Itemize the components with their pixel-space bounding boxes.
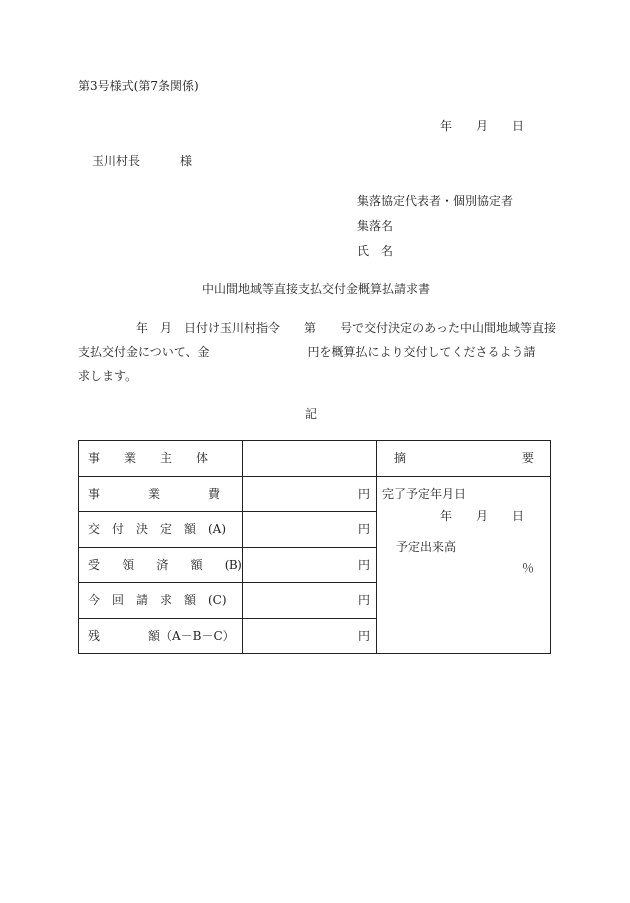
row-unit-current-claim: 円 (358, 593, 371, 607)
document-title: 中山間地域等直接支払交付金概算払請求書 (202, 282, 431, 296)
body-year: 年 (136, 321, 149, 335)
table-border-bottom (78, 653, 551, 654)
row-unit-project-cost: 円 (358, 487, 371, 501)
table-rule-3 (78, 582, 377, 583)
applicant-name-label: 氏 名 (357, 244, 394, 258)
form-number: 第3号様式(第7条関係) (78, 79, 199, 93)
header-business-entity: 事 業 主 体 (88, 451, 209, 465)
remarks-completion-label: 完了予定年月日 (382, 487, 467, 501)
row-label-balance: 残 額（A－B－C） (88, 629, 235, 643)
table-rule-4 (78, 618, 377, 619)
body-dai: 第 (304, 321, 317, 335)
addressee-honorific: 様 (180, 154, 193, 168)
row-label-grant-decision: 交 付 決 定 額 (A) (88, 522, 227, 536)
body-line-1 (136, 320, 556, 336)
remarks-month: 月 (476, 509, 489, 523)
body-line-2-head: 支払交付金について、金 (78, 345, 210, 359)
date-day: 日 (512, 119, 525, 133)
row-label-project-cost: 事 業 費 (88, 487, 221, 501)
remarks-progress-label: 予定出来高 (396, 540, 457, 554)
remarks-completion-date (440, 508, 524, 524)
addressee-name: 玉川村長 (92, 154, 141, 168)
body-directive: 日付け玉川村指令 (184, 321, 281, 335)
billing-table (78, 440, 551, 654)
date-line (440, 118, 524, 134)
date-year: 年 (440, 119, 453, 133)
header-remarks-b: 要 (522, 451, 535, 465)
body-month: 月 (160, 321, 173, 335)
remarks-year: 年 (440, 509, 453, 523)
body-line-3: 求します。 (78, 369, 138, 383)
row-label-received: 受 領 済 額 (B) (88, 558, 242, 572)
row-unit-balance: 円 (358, 629, 371, 643)
body-line-1-tail: 号で交付決定のあった中山間地域等直接 (340, 321, 556, 335)
body-line-2 (78, 344, 536, 360)
remarks-day: 日 (512, 509, 525, 523)
table-rule-1 (78, 511, 377, 512)
date-month: 月 (476, 119, 489, 133)
header-remarks-a: 摘 (394, 451, 407, 465)
ki-label: 記 (305, 407, 318, 421)
row-unit-received: 円 (358, 558, 371, 572)
applicant-role: 集落協定代表者・個別協定者 (357, 194, 514, 208)
remarks-percent: ％ (522, 561, 535, 575)
body-line-2-tail: 円を概算払により交付してくださるよう請 (307, 345, 536, 359)
table-border-right (550, 440, 551, 654)
table-border-top (78, 440, 551, 441)
table-rule-2 (78, 547, 377, 548)
row-unit-grant-decision: 円 (358, 522, 371, 536)
table-rule-header (78, 476, 551, 477)
applicant-village-label: 集落名 (357, 219, 394, 233)
addressee (92, 153, 192, 169)
row-label-current-claim: 今 回 請 求 額 (C) (88, 593, 227, 607)
